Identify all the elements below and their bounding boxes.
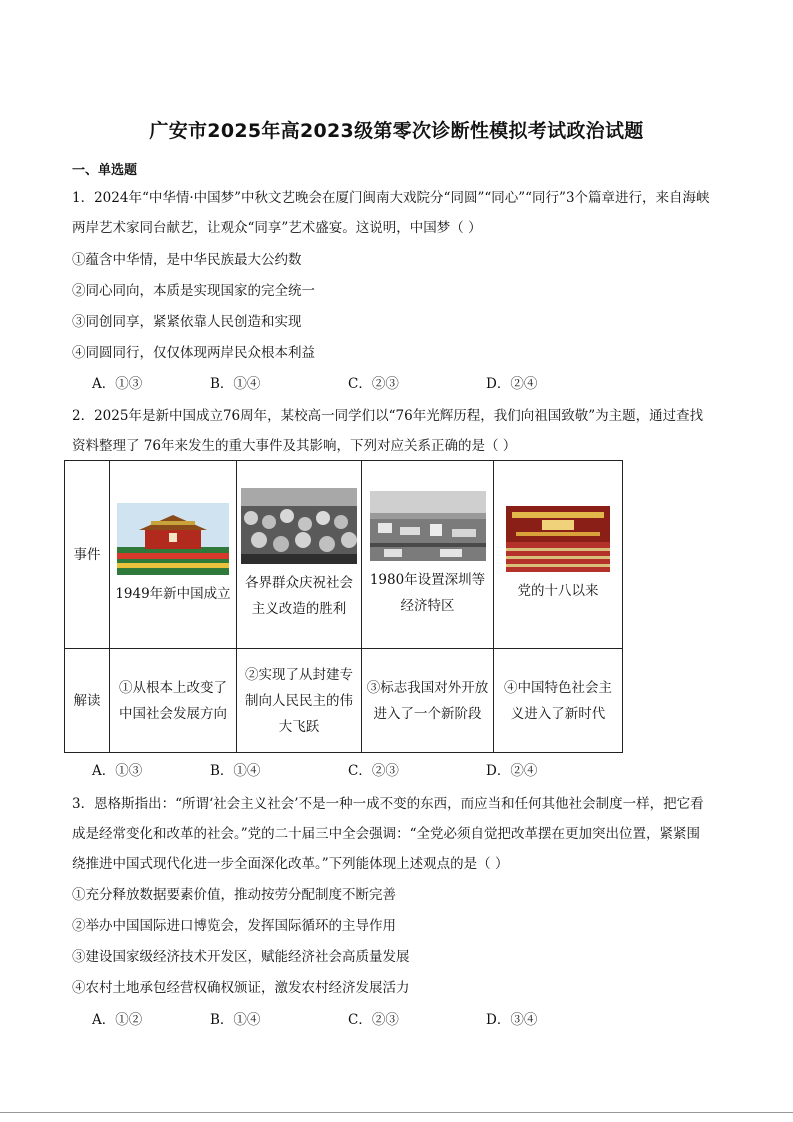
q1-statement: ②同心同向，本质是实现国家的完全统一 — [72, 283, 315, 299]
q1-option-d[interactable]: D．②④ — [486, 376, 538, 392]
event-cell — [362, 461, 494, 649]
q3-option-b[interactable]: B．①④ — [210, 1012, 261, 1028]
q1-statement: ①蕴含中华情，是中华民族最大公约数 — [72, 252, 302, 268]
reading-cell: ②实现了从封建专制向人民民主的伟大飞跃 — [237, 649, 362, 753]
q2-option-a[interactable]: A．①③ — [92, 763, 143, 779]
row-label-reading: 解读 — [65, 649, 110, 753]
q3-option-a[interactable]: A．①② — [92, 1012, 143, 1028]
crowd-photo-image — [241, 488, 357, 564]
q3-option-d[interactable]: D．③④ — [486, 1012, 538, 1028]
q2-option-c[interactable]: C．②③ — [348, 763, 399, 779]
q1-statement: ④同圆同行，仅仅体现两岸民众根本利益 — [72, 345, 315, 361]
q1-option-b[interactable]: B．①④ — [210, 376, 261, 392]
event-label: 1949年新中国成立 — [115, 585, 231, 602]
reading-cell: ④中国特色社会主义进入了新时代 — [494, 649, 623, 753]
event-label: 1980年设置深圳等经济特区 — [369, 571, 486, 614]
congress-hall-image — [506, 506, 610, 572]
shenzhen-photo-image — [370, 491, 486, 561]
event-cell — [494, 461, 623, 649]
tiananmen-image — [117, 503, 229, 575]
q3-stem-line-2: 成是经常变化和改革的社会。”党的二十届三中全会强调：“全党必须自觉把改革摆在更加突出位置，紧紧围 — [72, 826, 701, 842]
q3-stem-line-1: 3．恩格斯指出：“所谓‘社会主义社会’不是一种一成不变的东西，而应当和任何其他社会制度一样，把它看 — [72, 796, 704, 812]
section-heading: 一、单选题 — [72, 163, 138, 178]
q3-option-c[interactable]: C．②③ — [348, 1012, 399, 1028]
reading-cell: ①从根本上改变了中国社会发展方向 — [110, 649, 237, 753]
q1-option-a[interactable]: A．①③ — [92, 376, 143, 392]
page-title: 广安市2025年高2023级第零次诊断性模拟考试政治试题 — [149, 120, 644, 142]
q1-statement: ③同创同享，紧紧依靠人民创造和实现 — [72, 314, 302, 330]
q2-option-b[interactable]: B．①④ — [210, 763, 261, 779]
q3-statement: ①充分释放数据要素价值，推动按劳分配制度不断完善 — [72, 887, 396, 903]
q2-stem-line-2: 资料整理了 76年来发生的重大事件及其影响，下列对应关系正确的是（ ） — [72, 438, 517, 454]
events-table — [64, 460, 623, 753]
event-cell — [237, 461, 362, 649]
reading-cell: ③标志我国对外开放进入了一个新阶段 — [362, 649, 494, 753]
event-cell — [110, 461, 237, 649]
q1-option-c[interactable]: C．②③ — [348, 376, 399, 392]
q1-stem-line-2: 两岸艺术家同台献艺，让观众“同享”艺术盛宴。这说明，中国梦（ ） — [72, 220, 482, 236]
event-label: 党的十八以来 — [517, 582, 599, 599]
q1-stem-line-1: 1．2024年“中华情·中国梦”中秋文艺晚会在厦门闽南大戏院分“同圆”“同心”“同行”3个篇章进行，来自海峡 — [72, 190, 710, 206]
q3-statement: ②举办中国国际进口博览会，发挥国际循环的主导作用 — [72, 918, 396, 934]
page-bottom-rule — [0, 1112, 793, 1113]
event-label: 各界群众庆祝社会主义改造的胜利 — [245, 574, 353, 617]
q3-stem-line-3: 绕推进中国式现代化进一步全面深化改革。”下列能体现上述观点的是（ ） — [72, 856, 509, 872]
q2-stem-line-1: 2．2025年是新中国成立76周年，某校高一同学们以“76年光辉历程，我们向祖国致敬”为主题，通过查找 — [72, 408, 704, 424]
row-label-event: 事件 — [65, 461, 110, 649]
q2-option-d[interactable]: D．②④ — [486, 763, 538, 779]
q3-statement: ③建设国家级经济技术开发区，赋能经济社会高质量发展 — [72, 949, 410, 965]
q3-statement: ④农村土地承包经营权确权颁证，激发农村经济发展活力 — [72, 980, 410, 996]
